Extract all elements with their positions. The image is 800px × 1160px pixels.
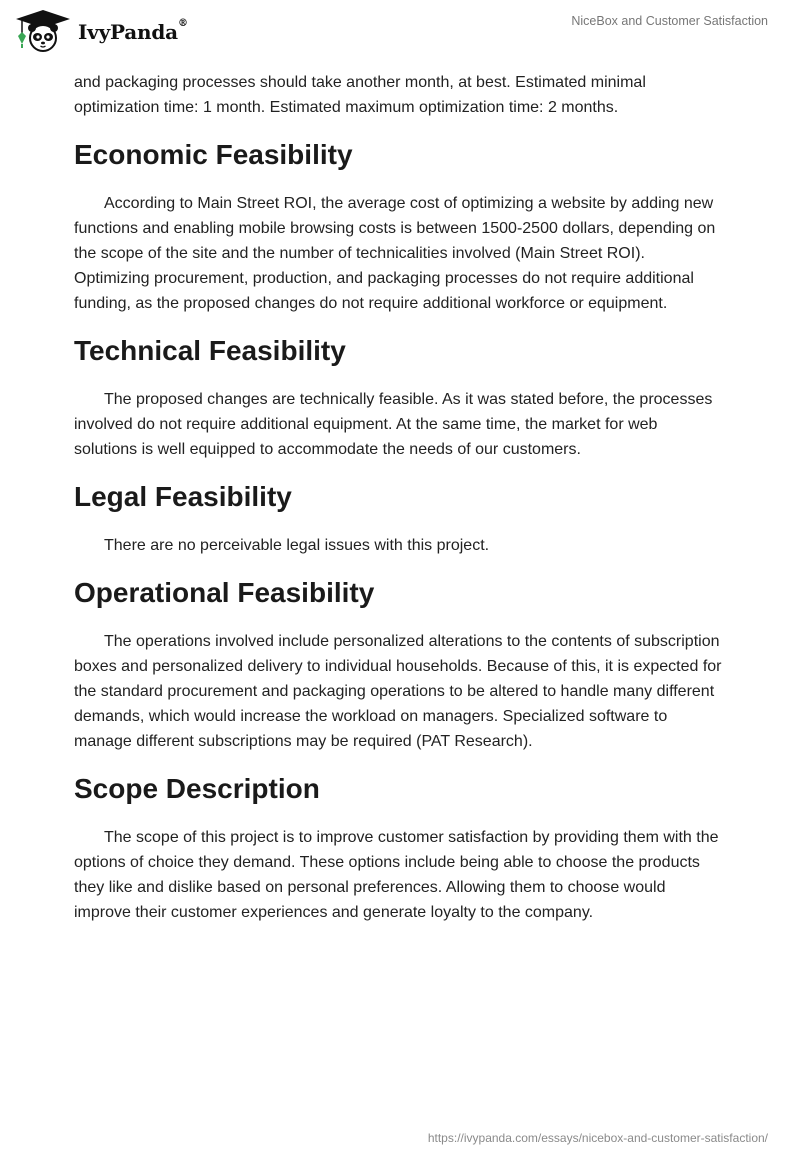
heading-technical-feasibility: Technical Feasibility — [74, 335, 346, 366]
document-title: NiceBox and Customer Satisfaction — [571, 14, 768, 28]
essay-content — [74, 70, 724, 925]
ivypanda-logo[interactable] — [14, 8, 188, 54]
heading-economic-feasibility: Economic Feasibility — [74, 139, 353, 170]
paragraph-economic-feasibility: According to Main Street ROI, the average cost of optimizing a website by adding new functions and enabling mobile browsing costs is between 1500-2500 dollars, depending on the scope of the site and the number of technicalities involved (Main Street ROI). Optimizing procurement, production, and packaging processes do not require additional funding, as the proposed changes do not require additional workforce or equipment. — [74, 195, 716, 312]
paragraph-scope-description: The scope of this project is to improve customer satisfaction by providing them with the options of choice they demand. These options include being able to choose the products they like and dislike based on personal preferences. Allowing them to choose would improve their customer experiences and generate loyalty to the company. — [74, 829, 719, 921]
page-header — [0, 0, 800, 60]
heading-scope-description: Scope Description — [74, 773, 320, 804]
logo-wordmark: IvyPanda® — [78, 18, 188, 44]
paragraph-operational-feasibility: The operations involved include personalized alterations to the contents of subscription boxes and personalized delivery to individual households. Because of this, it is expected for the standard procurement and packaging operations to be altered to handle many different demands, which would increase the workload on managers. Specialized software to manage different subscriptions may be required (PAT Research). — [74, 633, 722, 750]
panda-graduate-icon — [14, 8, 72, 54]
footer-url-link[interactable]: https://ivypanda.com/essays/nicebox-and-customer-satisfaction/ — [427, 1131, 768, 1145]
paragraph-legal-feasibility: There are no perceivable legal issues with this project. — [104, 537, 490, 554]
heading-legal-feasibility: Legal Feasibility — [74, 481, 292, 512]
paragraph-technical-feasibility: The proposed changes are technically feasible. As it was stated before, the processes involved do not require additional equipment. At the same time, the market for web solutions is well equipped to accommodate the needs of our customers. — [74, 391, 713, 458]
heading-operational-feasibility: Operational Feasibility — [74, 577, 375, 608]
intro-paragraph: and packaging processes should take another month, at best. Estimated minimal optimization time: 1 month. Estimated maximum optimization time: 2 months. — [74, 74, 646, 116]
